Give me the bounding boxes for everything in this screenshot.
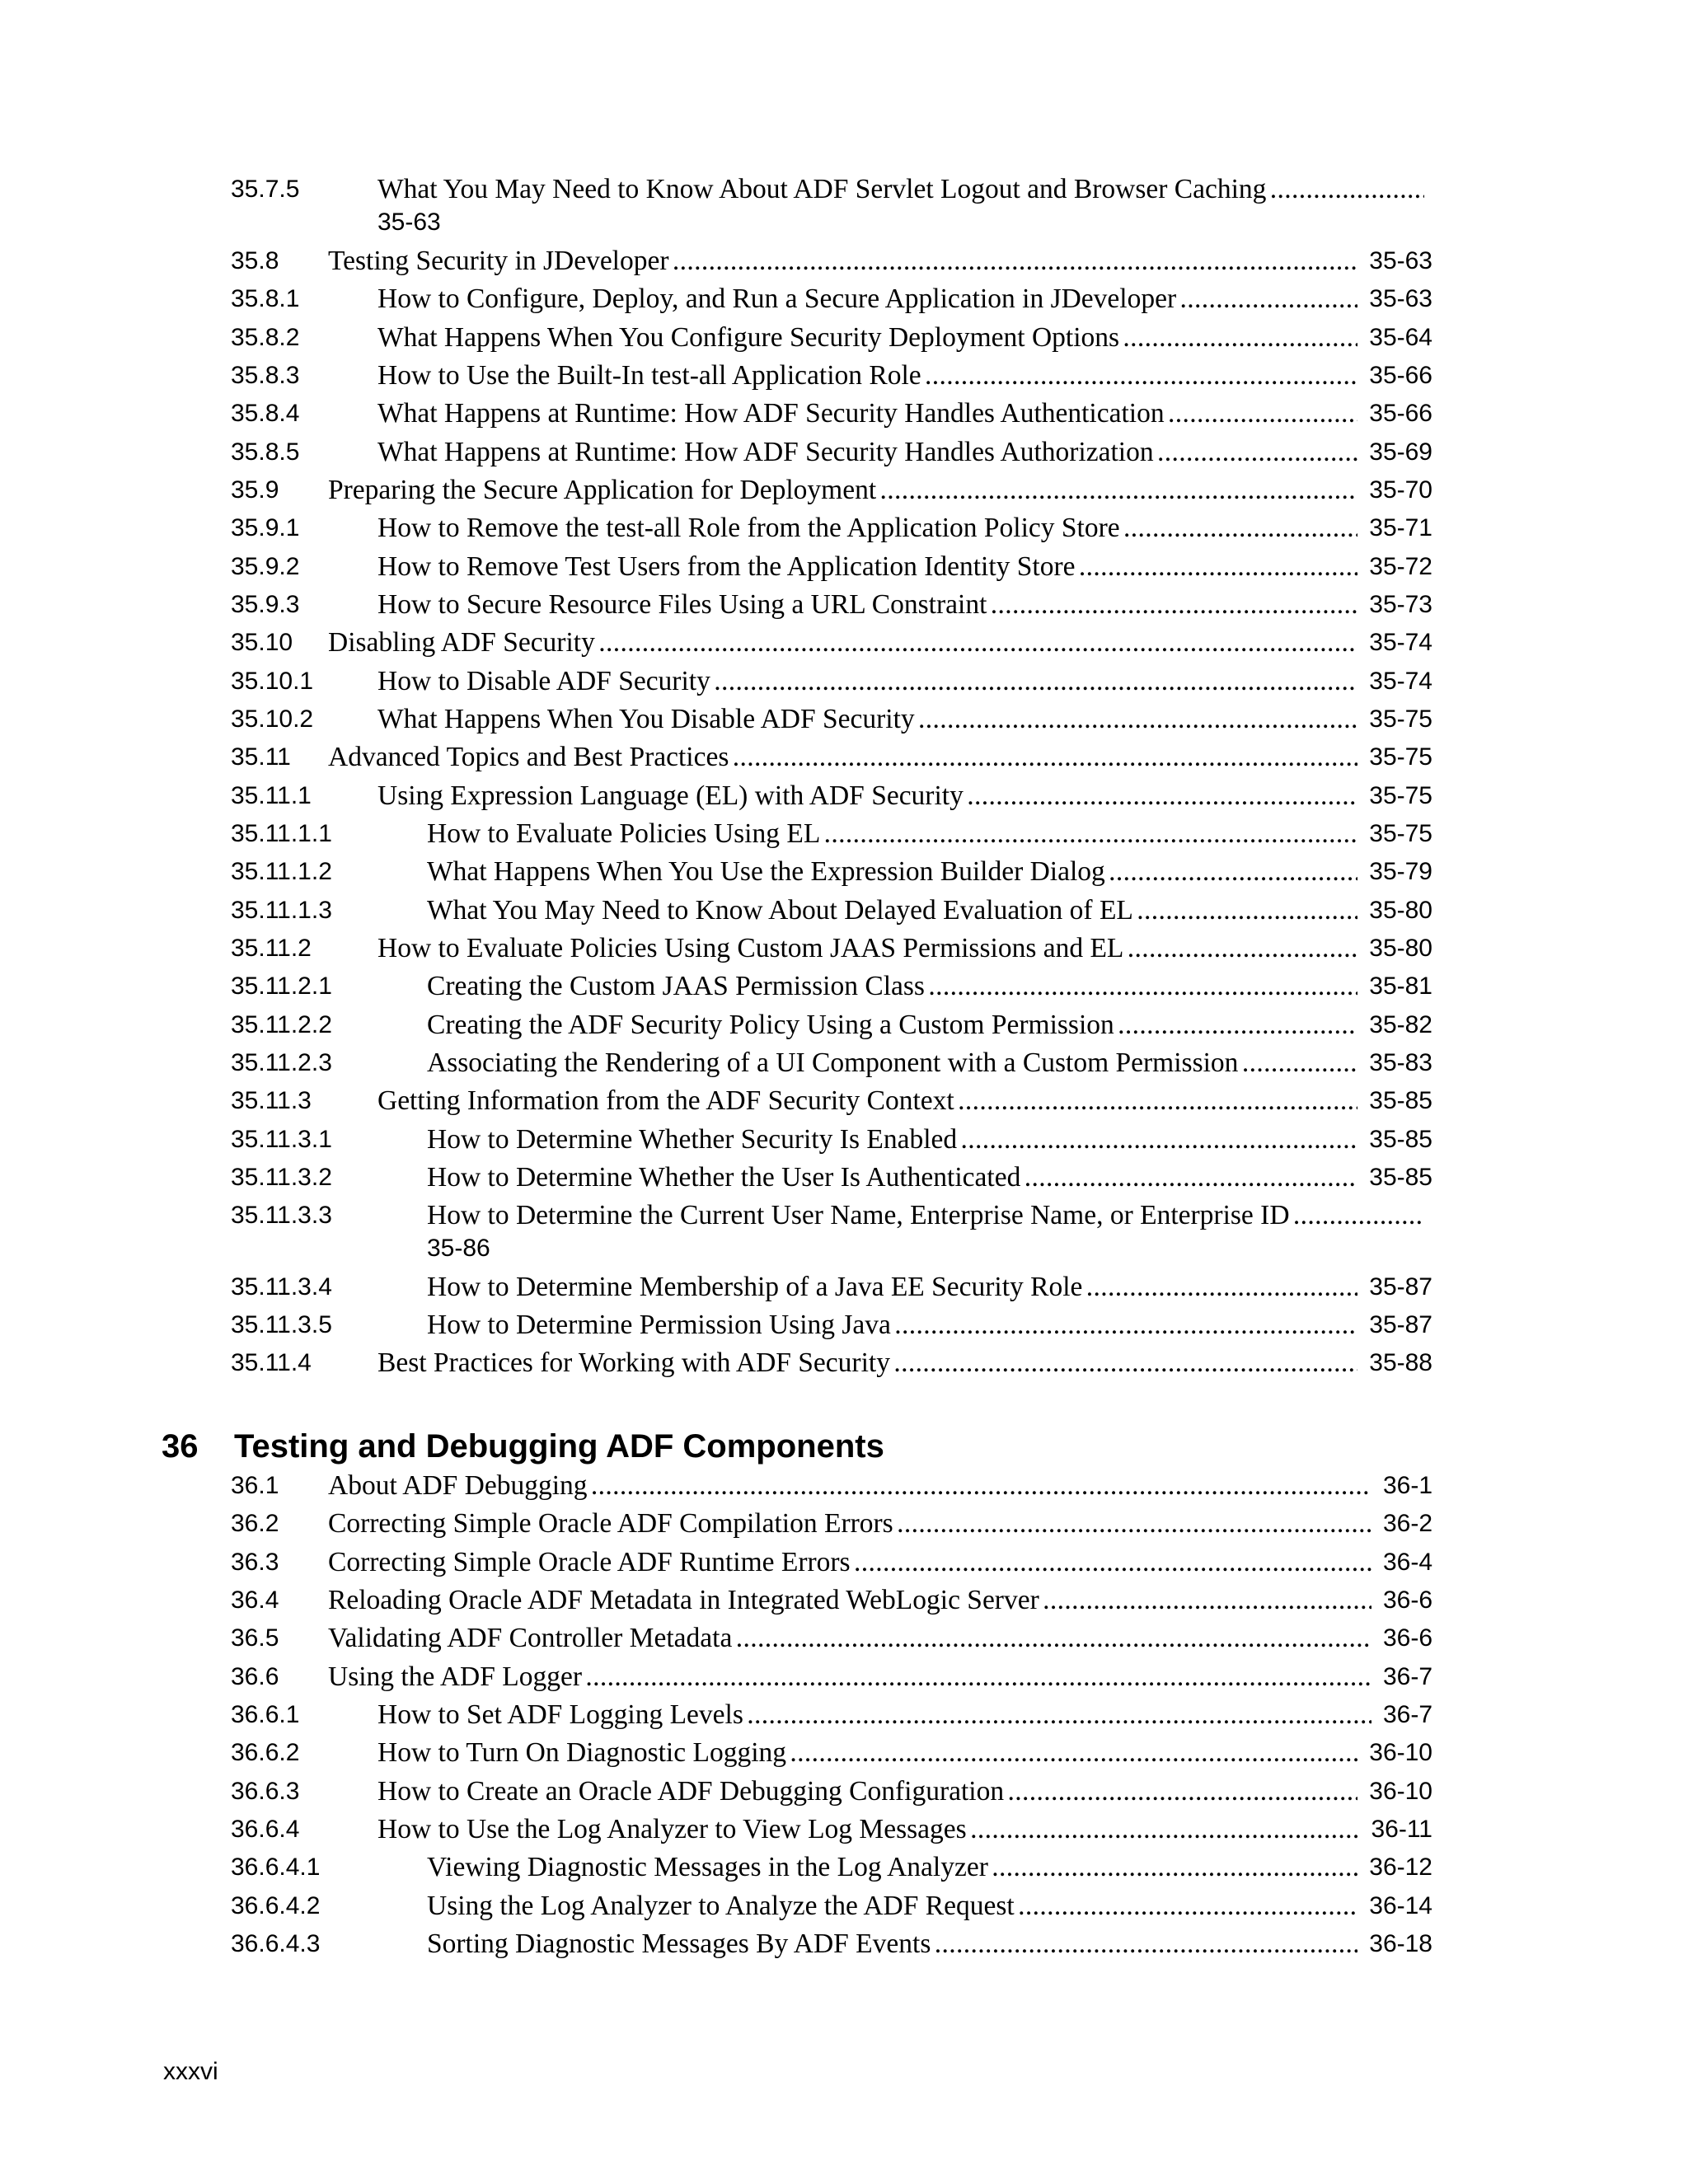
entry-page[interactable]: 36-6: [1382, 1586, 1432, 1614]
entry-title[interactable]: How to Secure Resource Files Using a URL Constraint . . .: [377, 587, 1357, 623]
entry-title[interactable]: How to Determine Membership of a Java EE Security Role . . .: [427, 1269, 1357, 1305]
entry-title[interactable]: How to Disable ADF Security . . .: [377, 663, 1357, 700]
toc-entry[interactable]: [0, 968, 1688, 1005]
entry-page[interactable]: 35-80: [1369, 935, 1432, 962]
chapter-heading[interactable]: [0, 1422, 1688, 1471]
entry-title[interactable]: How to Use the Built-In test-all Application Role . . .: [377, 358, 1357, 394]
entry-number: 35.11.3.4: [231, 1273, 332, 1301]
entry-number: 35.10.2: [231, 705, 314, 733]
entry-page[interactable]: 35-88: [1369, 1349, 1432, 1376]
entry-page[interactable]: 35-72: [1369, 553, 1432, 580]
entry-page[interactable]: 35-70: [1369, 476, 1432, 504]
toc-entry[interactable]: [0, 816, 1688, 852]
entry-title[interactable]: What Happens When You Configure Security Deployment Options . . .: [377, 320, 1357, 356]
entry-number: 35.9: [231, 476, 279, 504]
entry-number: 36.6.3: [231, 1778, 300, 1805]
entry-title[interactable]: What Happens When You Disable ADF Security . . .: [377, 701, 1357, 738]
toc-entry[interactable]: [0, 472, 1688, 509]
toc-entry[interactable]: [0, 625, 1688, 661]
toc-entry[interactable]: [0, 854, 1688, 890]
entry-number: 35.7.5: [231, 176, 300, 203]
entry-number: 36.6.4.1: [231, 1854, 321, 1881]
toc-entry[interactable]: [0, 1735, 1688, 1771]
entry-number: 36.3: [231, 1549, 279, 1576]
entry-title[interactable]: How to Determine Whether the User Is Authenticated . . .: [427, 1160, 1357, 1196]
entry-page[interactable]: 35-63: [377, 209, 441, 236]
entry-page[interactable]: 35-85: [1369, 1087, 1432, 1114]
entry-number: 35.11.3.3: [231, 1202, 332, 1229]
toc-entry[interactable]: [0, 1926, 1688, 1962]
toc-entry[interactable]: [0, 434, 1688, 471]
entry-title[interactable]: How to Remove Test Users from the Application Identity Store . . .: [377, 549, 1357, 585]
entry-title[interactable]: How to Determine Permission Using Java . . .: [427, 1307, 1357, 1343]
entry-page[interactable]: 35-87: [1369, 1311, 1432, 1338]
entry-number: 35.11.1.2: [231, 858, 332, 885]
entry-page[interactable]: 36-1: [1382, 1472, 1432, 1499]
entry-title[interactable]: Preparing the Secure Application for Deployment . . .: [328, 472, 1357, 509]
entry-page[interactable]: 35-87: [1369, 1273, 1432, 1301]
entry-number: 36.6.4: [231, 1816, 300, 1843]
entry-page[interactable]: 35-66: [1369, 400, 1432, 427]
entry-number: 36.2: [231, 1510, 279, 1537]
toc-entry[interactable]: [0, 1307, 1688, 1343]
entry-page[interactable]: 35-69: [1369, 438, 1432, 466]
entry-title[interactable]: Correcting Simple Oracle ADF Runtime Errors . . .: [328, 1544, 1372, 1581]
chapter-number: 36: [162, 1428, 199, 1465]
toc-entry[interactable]: [0, 739, 1688, 776]
entry-number: 35.11.2.2: [231, 1011, 332, 1038]
entry-title[interactable]: Getting Information from the ADF Security Context . . .: [377, 1083, 1357, 1119]
entry-title[interactable]: Using the Log Analyzer to Analyze the ADF Request . . .: [427, 1888, 1357, 1924]
entry-page[interactable]: 35-85: [1369, 1126, 1432, 1153]
entry-page[interactable]: 36-14: [1369, 1892, 1432, 1919]
entry-page[interactable]: 35-74: [1369, 629, 1432, 656]
toc-entry[interactable]: [0, 549, 1688, 585]
entry-page[interactable]: 36-4: [1382, 1549, 1432, 1576]
entry-number: 35.11.2: [231, 935, 312, 962]
toc-entry[interactable]: [0, 1774, 1688, 1810]
entry-title[interactable]: How to Evaluate Policies Using Custom JAAS Permissions and EL . . .: [377, 930, 1357, 967]
toc-entry[interactable]: [0, 1620, 1688, 1657]
entry-number: 35.8: [231, 247, 279, 274]
toc-entry[interactable]: [0, 281, 1688, 317]
toc-entry[interactable]: [0, 1811, 1688, 1848]
entry-number: 35.11.3.2: [231, 1164, 332, 1191]
toc-entry[interactable]: [0, 893, 1688, 929]
entry-page[interactable]: 36-7: [1382, 1663, 1432, 1690]
entry-number: 35.11.4: [231, 1349, 312, 1376]
entry-page[interactable]: 35-83: [1369, 1049, 1432, 1076]
entry-page[interactable]: 35-75: [1369, 705, 1432, 733]
entry-title[interactable]: Viewing Diagnostic Messages in the Log Analyzer . . .: [427, 1849, 1357, 1886]
entry-number: 35.8.4: [231, 400, 300, 427]
entry-title[interactable]: What You May Need to Know About Delayed Evaluation of EL . . .: [427, 893, 1357, 929]
entry-page[interactable]: 35-71: [1369, 514, 1432, 541]
toc-entry[interactable]: [0, 171, 1688, 236]
toc-entry[interactable]: [0, 1197, 1688, 1262]
entry-number: 35.10.1: [231, 668, 314, 695]
toc-entry[interactable]: [0, 1697, 1688, 1733]
toc-entry[interactable]: [0, 778, 1688, 814]
entry-number: 35.11: [231, 743, 291, 771]
entry-page[interactable]: 35-82: [1369, 1011, 1432, 1038]
entry-title[interactable]: How to Determine Whether Security Is Enabled . . .: [427, 1122, 1357, 1158]
entry-page[interactable]: 36-18: [1369, 1930, 1432, 1957]
entry-number: 35.11.1: [231, 782, 312, 809]
entry-number: 35.11.1.3: [231, 897, 332, 924]
entry-title[interactable]: Using the ADF Logger . . .: [328, 1659, 1372, 1695]
entry-number: 36.6.1: [231, 1701, 300, 1728]
entry-number: 35.11.3: [231, 1087, 312, 1114]
entry-page[interactable]: 36-10: [1369, 1739, 1432, 1766]
entry-page[interactable]: 35-85: [1369, 1164, 1432, 1191]
entry-title[interactable]: How to Use the Log Analyzer to View Log Messages . . .: [377, 1811, 1359, 1848]
entry-title[interactable]: How to Remove the test-all Role from the Application Policy Store . . .: [377, 510, 1357, 546]
entry-page[interactable]: 35-66: [1369, 362, 1432, 389]
toc-entry[interactable]: [0, 1544, 1688, 1581]
entry-number: 36.6.2: [231, 1739, 300, 1766]
toc-entry[interactable]: [0, 1083, 1688, 1119]
entry-number: 35.10: [231, 629, 293, 656]
entry-page[interactable]: 36-11: [1371, 1816, 1432, 1843]
entry-title[interactable]: Creating the ADF Security Policy Using a Custom Permission . . .: [427, 1007, 1357, 1043]
entry-page[interactable]: 35-75: [1369, 820, 1432, 847]
entry-number: 35.11.2.1: [231, 972, 332, 1000]
entry-title[interactable]: Reloading Oracle ADF Metadata in Integrated WebLogic Server . . .: [328, 1582, 1372, 1619]
entry-title[interactable]: Disabling ADF Security . . .: [328, 625, 1357, 661]
entry-page[interactable]: 35-63: [1369, 247, 1432, 274]
toc-entry[interactable]: [0, 1122, 1688, 1158]
entry-page[interactable]: 36-7: [1382, 1701, 1432, 1728]
toc-entry[interactable]: [0, 1007, 1688, 1043]
entry-title[interactable]: How to Set ADF Logging Levels . . .: [377, 1697, 1372, 1733]
entry-page[interactable]: 35-79: [1369, 858, 1432, 885]
entry-number: 36.1: [231, 1472, 279, 1499]
toc-entry[interactable]: [0, 930, 1688, 967]
entry-number: 36.6.4.3: [231, 1930, 321, 1957]
entry-number: 35.9.2: [231, 553, 300, 580]
toc-entry[interactable]: [0, 663, 1688, 700]
entry-number: 36.5: [231, 1624, 279, 1652]
entry-title[interactable]: Sorting Diagnostic Messages By ADF Events . . .: [427, 1926, 1357, 1962]
toc-entry[interactable]: [0, 1582, 1688, 1619]
toc-entry[interactable]: [0, 1269, 1688, 1305]
entry-number: 35.9.3: [231, 591, 300, 618]
entry-title[interactable]: Using Expression Language (EL) with ADF Security . . .: [377, 778, 1357, 814]
toc-entry[interactable]: [0, 1888, 1688, 1924]
toc-entry[interactable]: [0, 1345, 1688, 1381]
page-folio: xxxvi: [163, 2058, 218, 2085]
entry-number: 36.6.4.2: [231, 1892, 321, 1919]
entry-page[interactable]: 35-81: [1369, 972, 1432, 1000]
entry-title[interactable]: About ADF Debugging . . .: [328, 1468, 1372, 1504]
toc-entry[interactable]: [0, 1468, 1688, 1504]
entry-page[interactable]: 35-75: [1369, 782, 1432, 809]
entry-page[interactable]: 36-12: [1369, 1854, 1432, 1881]
entry-title[interactable]: How to Create an Oracle ADF Debugging Configuration . . .: [377, 1774, 1357, 1810]
entry-page[interactable]: 35-63: [1369, 285, 1432, 312]
entry-number: 35.11.2.3: [231, 1049, 332, 1076]
entry-title[interactable]: Validating ADF Controller Metadata . . .: [328, 1620, 1372, 1657]
entry-title[interactable]: What You May Need to Know About ADF Servlet Logout and Browser Caching . . .: [377, 171, 1424, 208]
entry-title[interactable]: How to Turn On Diagnostic Logging . . .: [377, 1735, 1357, 1771]
entry-title[interactable]: What Happens at Runtime: How ADF Security Handles Authentication . . .: [377, 396, 1357, 432]
toc-entry[interactable]: [0, 1506, 1688, 1542]
entry-page[interactable]: 35-74: [1369, 668, 1432, 695]
entry-number: 35.11.3.5: [231, 1311, 332, 1338]
entry-number: 35.8.2: [231, 324, 300, 351]
entry-title[interactable]: Advanced Topics and Best Practices . . .: [328, 739, 1357, 776]
entry-title[interactable]: How to Determine the Current User Name, Enterprise Name, or Enterprise ID . . .: [427, 1197, 1424, 1234]
entry-page[interactable]: 35-73: [1369, 591, 1432, 618]
entry-title[interactable]: Testing Security in JDeveloper . . .: [328, 243, 1357, 279]
toc-entry[interactable]: [0, 701, 1688, 738]
chapter-title[interactable]: Testing and Debugging ADF Components: [234, 1428, 884, 1465]
entry-title[interactable]: How to Configure, Deploy, and Run a Secure Application in JDeveloper . . .: [377, 281, 1357, 317]
entry-page[interactable]: 35-86: [427, 1235, 490, 1262]
toc-entry[interactable]: [0, 320, 1688, 356]
entry-title[interactable]: Correcting Simple Oracle ADF Compilation Errors . . .: [328, 1506, 1372, 1542]
entry-title[interactable]: Associating the Rendering of a UI Component with a Custom Permission . . .: [427, 1045, 1357, 1081]
toc-entry[interactable]: [0, 358, 1688, 394]
toc-entry[interactable]: [0, 1045, 1688, 1081]
entry-title[interactable]: Best Practices for Working with ADF Security . . .: [377, 1345, 1357, 1381]
entry-number: 35.8.1: [231, 285, 300, 312]
entry-number: 36.4: [231, 1586, 279, 1614]
entry-number: 35.11.3.1: [231, 1126, 332, 1153]
entry-title[interactable]: What Happens When You Use the Expression Builder Dialog . . .: [427, 854, 1357, 890]
toc-entry[interactable]: [0, 396, 1688, 432]
toc-entry[interactable]: [0, 1849, 1688, 1886]
entry-number: 35.8.3: [231, 362, 300, 389]
toc-entry[interactable]: [0, 510, 1688, 546]
toc-entry[interactable]: [0, 587, 1688, 623]
entry-number: 36.6: [231, 1663, 279, 1690]
toc-entry[interactable]: [0, 1659, 1688, 1695]
entry-number: 35.8.5: [231, 438, 300, 466]
toc-entry[interactable]: [0, 1160, 1688, 1196]
entry-number: 35.11.1.1: [231, 820, 332, 847]
entry-page[interactable]: 36-10: [1369, 1778, 1432, 1805]
entry-number: 35.9.1: [231, 514, 300, 541]
toc-entry[interactable]: [0, 243, 1688, 279]
entry-page[interactable]: 35-75: [1369, 743, 1432, 771]
entry-page[interactable]: 36-2: [1382, 1510, 1432, 1537]
entry-page[interactable]: 35-64: [1369, 324, 1432, 351]
entry-page[interactable]: 35-80: [1369, 897, 1432, 924]
entry-title[interactable]: How to Evaluate Policies Using EL . . .: [427, 816, 1357, 852]
entry-title[interactable]: What Happens at Runtime: How ADF Security Handles Authorization . . .: [377, 434, 1357, 471]
entry-title[interactable]: Creating the Custom JAAS Permission Class . . .: [427, 968, 1357, 1005]
entry-page[interactable]: 36-6: [1382, 1624, 1432, 1652]
